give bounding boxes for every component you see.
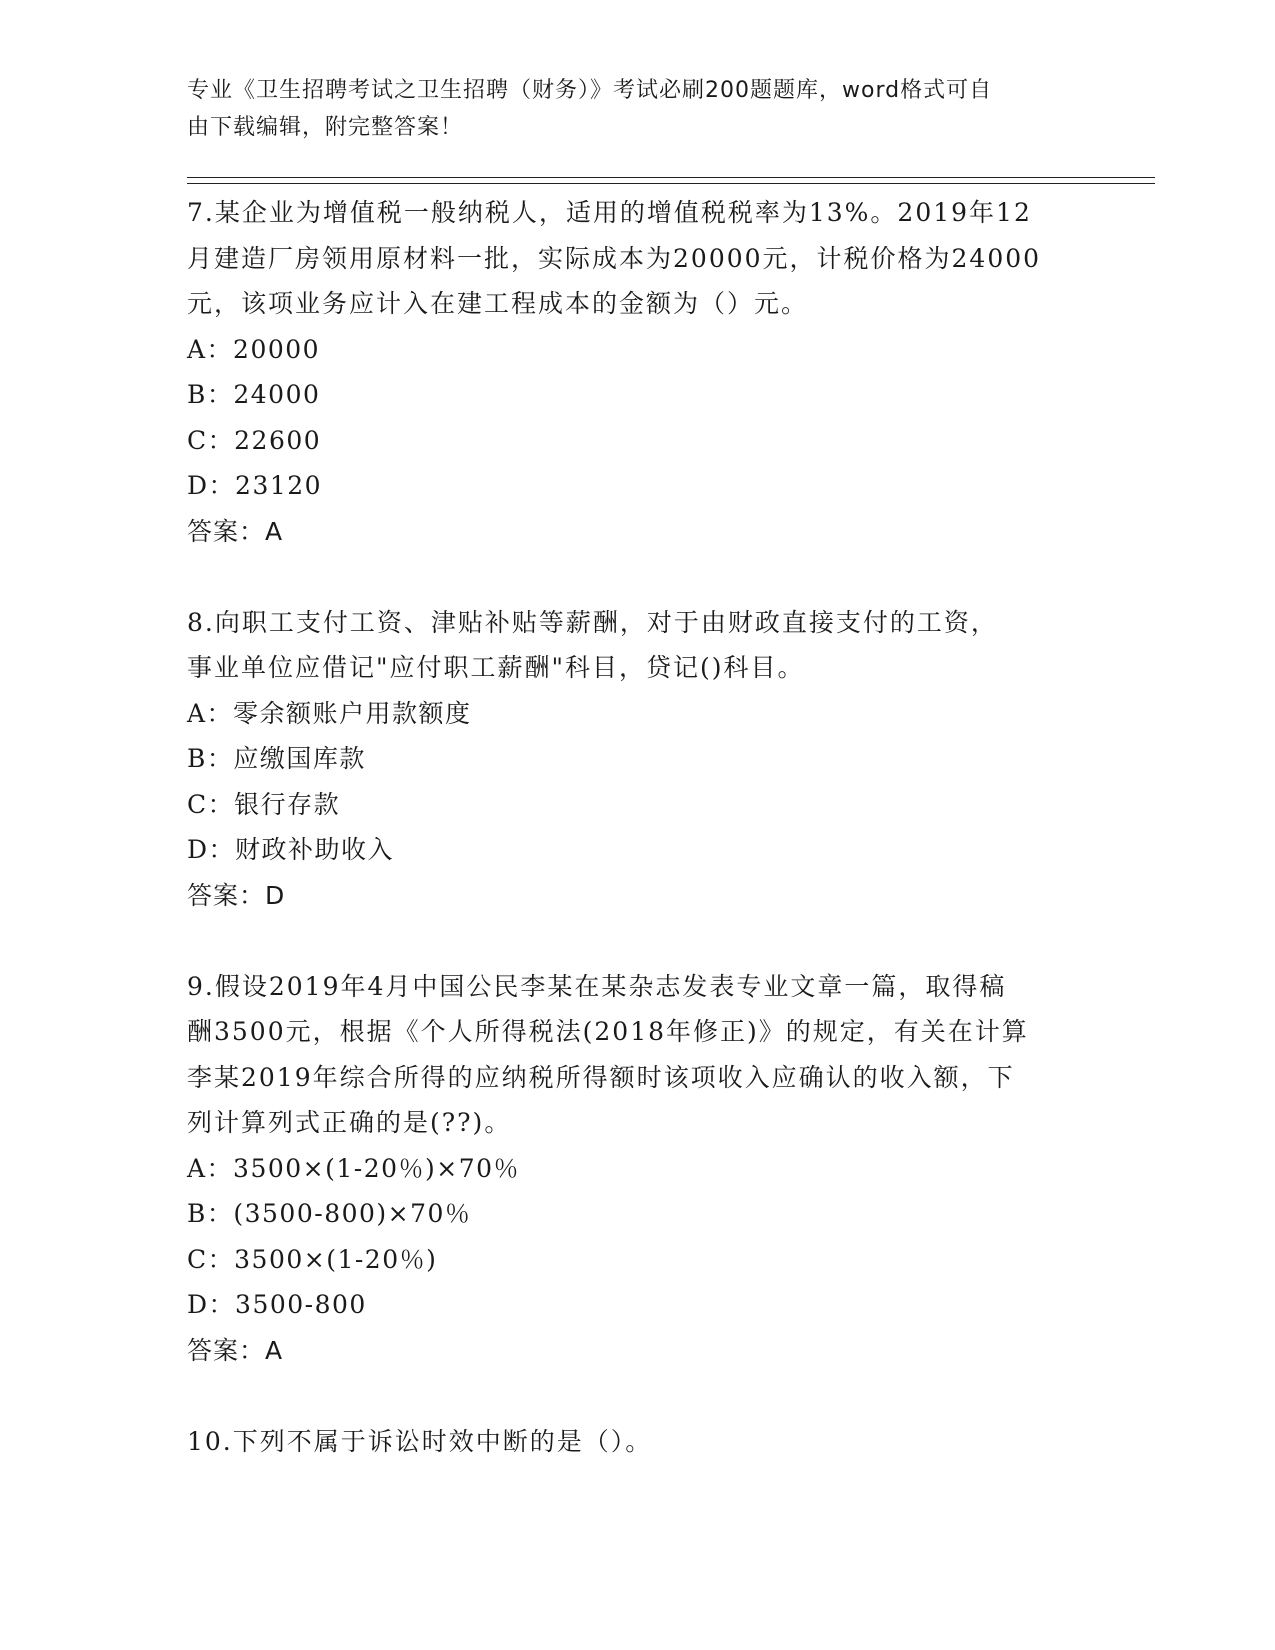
question-7-line-1: 7.某企业为增值税一般纳税人，适用的增值税税率为13%。2019年12	[187, 198, 1032, 227]
question-9-option-b: B：(3500-800)×70％	[187, 1199, 472, 1228]
question-10-line-1: 10.下列不属于诉讼时效中断的是（）。	[187, 1426, 653, 1456]
question-8-option-d: D：财政补助收入	[187, 835, 395, 864]
document-header	[187, 72, 1087, 146]
question-7-option-a: A：20000	[187, 334, 321, 364]
question-7-line-3: 元，该项业务应计入在建工程成本的金额为（）元。	[187, 289, 809, 318]
question-9-line-4: 列计算列式正确的是(??)。	[187, 1108, 512, 1137]
question-8-line-2: 事业单位应借记"应付职工薪酬"科目，贷记()科目。	[187, 653, 805, 682]
header-line-1: 专业《卫生招聘考试之卫生招聘（财务）》考试必刷200题题库，word格式可自	[187, 78, 993, 103]
question-9-option-c: C：3500×(1-20％)	[187, 1244, 438, 1274]
question-8	[187, 600, 1087, 919]
question-7-option-b: B：24000	[187, 380, 321, 409]
question-8-answer: 答案：D	[187, 880, 286, 910]
spacer	[187, 554, 1087, 600]
question-8-option-a: A：零余额账户用款额度	[187, 698, 472, 728]
question-9-answer: 答案：A	[187, 1335, 284, 1365]
question-9-option-d: D：3500-800	[187, 1290, 367, 1319]
question-8-option-b: B：应缴国库款	[187, 744, 366, 773]
question-9-line-1: 9.假设2019年4月中国公民李某在某杂志发表专业文章一篇，取得稿	[187, 971, 1007, 1001]
question-9-line-2: 酬3500元，根据《个人所得税法(2018年修正)》的规定，有关在计算	[187, 1017, 1029, 1046]
question-7-option-c: C：22600	[187, 425, 322, 455]
question-7	[187, 190, 1087, 554]
question-7-option-d: D：23120	[187, 471, 323, 500]
spacer	[187, 918, 1087, 964]
question-8-line-1: 8.向职工支付工资、津贴补贴等薪酬，对于由财政直接支付的工资，	[187, 607, 998, 637]
question-7-line-2: 月建造厂房领用原材料一批，实际成本为20000元，计税价格为24000	[187, 243, 1042, 273]
spacer	[187, 1373, 1087, 1419]
question-9-line-3: 李某2019年综合所得的应纳税所得额时该项收入应确认的收入额，下	[187, 1062, 1015, 1092]
question-10	[187, 1419, 1087, 1465]
question-8-option-c: C：银行存款	[187, 789, 341, 819]
question-list	[187, 190, 1087, 1464]
header-line-2: 由下载编辑，附完整答案！	[187, 115, 464, 140]
question-9	[187, 964, 1087, 1374]
question-9-option-a: A：3500×(1-20％)×70％	[187, 1153, 521, 1183]
header-rule-top	[187, 177, 1155, 178]
header-rule-bottom	[187, 183, 1155, 184]
question-7-answer: 答案：A	[187, 516, 284, 546]
